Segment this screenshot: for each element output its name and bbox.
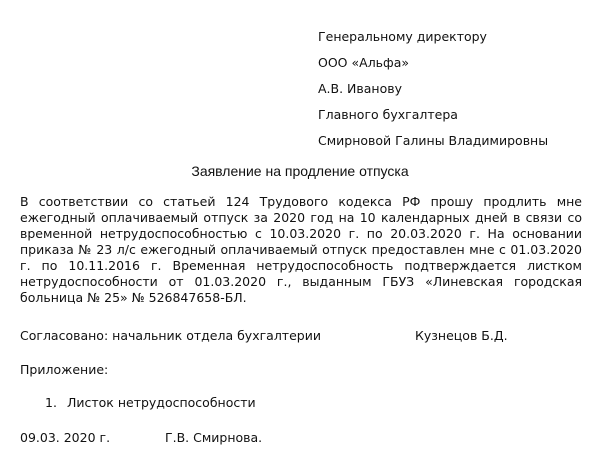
attachments-label: Приложение: (20, 362, 109, 377)
addressee-line-recipient-title: Генеральному директору (318, 29, 487, 44)
attachment-item-text: Листок нетрудоспособности (66, 395, 256, 410)
approval-label: Согласовано: начальник отдела бухгалтерии (20, 328, 321, 343)
addressee-block (318, 28, 588, 158)
approval-name: Кузнецов Б.Д. (415, 328, 508, 343)
attachment-item-number: 1. (45, 395, 57, 410)
document-title: Заявление на продление отпуска (191, 163, 409, 179)
addressee-line-sender-title: Главного бухгалтера (318, 107, 458, 122)
document-body: В соответствии со статьей 124 Трудового кодекса РФ прошу продлить мне ежегодный оплачиваемый отпуск за 2020 год на 10 календарных дней в связи со временной нетрудоспособностью с 10.03.2020 г. по 20.03.2020 г. На основании приказа № 23 л/с ежегодный оплачиваемый отпуск предоставлен мне с 01.03.2020 г. по 10.11.2016 г. Временная нетрудоспособность подтверждается листком нетрудоспособности от 01.03.2020 г., выданным ГБУЗ «Линевская городская больница № 25» № 526847658-БЛ. (20, 194, 582, 305)
attachment-item (45, 395, 256, 410)
signature-date: 09.03. 2020 г. (20, 430, 111, 445)
approval-line (20, 328, 582, 343)
addressee-line-recipient-name: А.В. Иванову (318, 81, 403, 96)
addressee-line-sender-name: Смирновой Галины Владимировны (318, 133, 549, 148)
signature-name: Г.В. Смирнова. (165, 430, 263, 445)
addressee-line-company: ООО «Альфа» (318, 55, 410, 70)
signature-line (20, 430, 263, 445)
